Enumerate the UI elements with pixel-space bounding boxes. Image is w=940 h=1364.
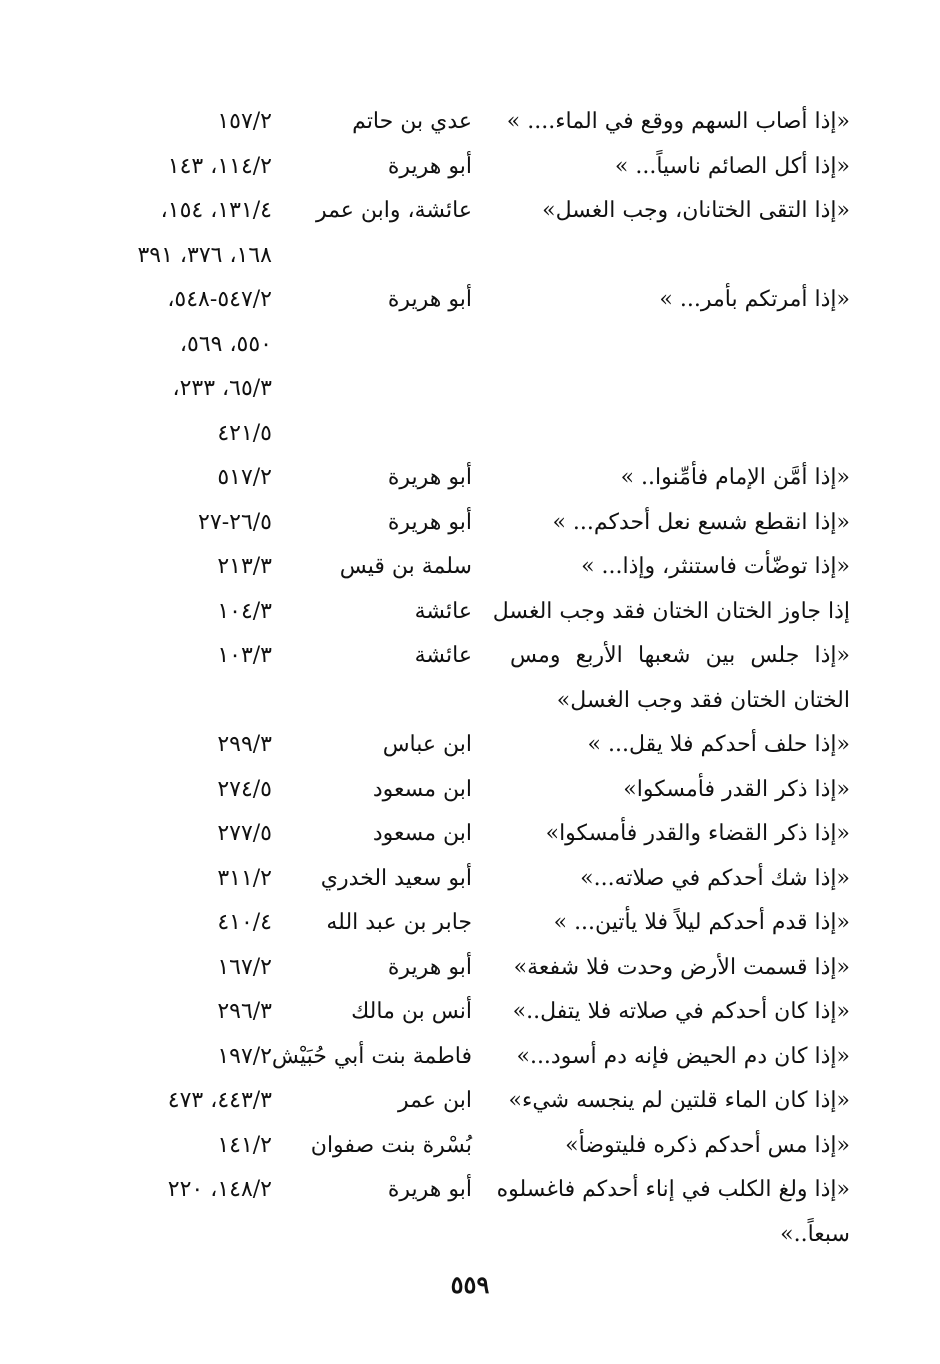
narrator-name: ابن مسعود — [372, 821, 472, 846]
index-entry — [60, 456, 850, 501]
index-entry — [60, 278, 850, 456]
hadith-text-line: «إذا كان أحدكم في صلاته فلا يتفل..» — [512, 999, 850, 1024]
narrator-name: ابن عباس — [382, 732, 472, 757]
reference-line: ١٠٤/٣ — [217, 598, 272, 624]
reference-line: ٥٤٧/٢-٥٤٨، — [167, 287, 272, 312]
reference-line: ٥١٧/٢ — [217, 465, 272, 490]
reference-line: ٤٢١/٥ — [217, 420, 272, 446]
index-entry — [60, 901, 850, 946]
hadith-text-line: «إذا كان الماء قلتين لم ينجسه شيء» — [508, 1088, 850, 1113]
volume-page-refs — [60, 456, 300, 501]
narrator-name: عدي بن حاتم — [352, 109, 472, 134]
volume-page-refs — [60, 901, 300, 946]
narrator-name: جابر بن عبد الله — [326, 910, 472, 935]
volume-page-refs — [60, 1124, 300, 1169]
hadith-text — [506, 100, 850, 145]
hadith-text-line: «إذا ولغ الكلب في إناء أحدكم فاغسلوه — [496, 1177, 850, 1202]
hadith-text — [510, 456, 850, 501]
reference-line: ٢٧٧/٥ — [217, 821, 272, 846]
hadith-text — [510, 634, 850, 723]
reference-line: ١٦٨، ٣٧٦، ٣٩١ — [137, 242, 272, 268]
volume-page-refs — [60, 1168, 300, 1213]
hadith-text — [510, 990, 850, 1035]
reference-line: ٢٧٤/٥ — [217, 776, 272, 802]
hadith-text — [510, 857, 850, 902]
hadith-text-line: «إذا أكل الصائم ناسياً... » — [614, 153, 850, 179]
volume-page-refs — [60, 590, 300, 635]
hadith-text-line: سبعاً..» — [780, 1221, 850, 1247]
volume-page-refs — [60, 990, 300, 1035]
hadith-index-table — [60, 100, 850, 1257]
index-entry — [60, 990, 850, 1035]
hadith-text — [510, 1035, 850, 1080]
volume-page-refs — [60, 857, 300, 902]
reference-line: ١٤١/٢ — [217, 1132, 272, 1158]
hadith-text-line: إذا جاوز الختان الختان فقد وجب الغسل — [492, 598, 850, 624]
hadith-text — [510, 768, 850, 813]
index-entry — [60, 1079, 850, 1124]
index-entry — [60, 1168, 850, 1257]
hadith-text-line: «إذا ذكر القدر فأمسكوا» — [623, 776, 850, 802]
reference-line: ٢٦/٥-٢٧ — [198, 509, 272, 535]
narrator-name: أبو هريرة — [387, 153, 472, 179]
volume-page-refs — [60, 946, 300, 991]
hadith-text — [510, 501, 850, 546]
index-entry — [60, 545, 850, 590]
volume-page-refs — [60, 1079, 300, 1124]
narrator-name: أبو هريرة — [387, 287, 472, 312]
hadith-text — [510, 189, 850, 234]
reference-line: ٦٥/٣، ٢٣٣، — [172, 376, 272, 401]
reference-line: ١٠٣/٣ — [217, 643, 272, 668]
hadith-text-line: «إذا جلس بين شعبها الأربع ومس — [510, 643, 850, 668]
index-entry — [60, 1035, 850, 1080]
reference-line: ١١٤/٢، ١٤٣ — [167, 153, 272, 179]
volume-page-refs — [60, 145, 300, 190]
hadith-text-line: «إذا مس أحدكم ذكره فليتوضأ» — [565, 1132, 850, 1158]
reference-line: ٤١٠/٤ — [217, 910, 272, 935]
reference-line: ١٩٧/٢ — [217, 1043, 272, 1069]
narrator-name: أبو سعيد الخدري — [320, 865, 472, 891]
reference-line: ٢٩٦/٣ — [217, 999, 272, 1024]
hadith-text-line: «إذا أمرتكم بأمر... » — [659, 287, 850, 312]
hadith-text-line: «إذا قسمت الأرض وحدت فلا شفعة» — [513, 954, 850, 980]
volume-page-refs — [60, 501, 300, 546]
narrator-name: بُسْرة بنت صفوان — [310, 1132, 472, 1158]
volume-page-refs — [60, 723, 300, 768]
volume-page-refs — [60, 768, 300, 813]
hadith-text — [510, 946, 850, 991]
hadith-text — [510, 278, 850, 323]
volume-page-refs — [60, 100, 300, 145]
reference-line: ٢١٣/٣ — [217, 554, 272, 579]
hadith-text — [510, 901, 850, 946]
narrator-name: أبو هريرة — [387, 1177, 472, 1202]
hadith-text — [510, 145, 850, 190]
volume-page-refs — [60, 1035, 300, 1080]
hadith-text-line: «إذا توضّأت فاستنثر، وإذا... » — [581, 554, 850, 579]
volume-page-refs — [60, 545, 300, 590]
index-entry — [60, 723, 850, 768]
index-entry — [60, 590, 850, 635]
volume-page-refs — [60, 189, 300, 278]
reference-line: ١٣١/٤، ١٥٤، — [160, 198, 272, 223]
index-entry — [60, 857, 850, 902]
hadith-text — [510, 723, 850, 768]
narrator-name: عائشة، وابن عمر — [315, 198, 472, 223]
hadith-text-line: «إذا شك أحدكم في صلاته...» — [580, 865, 850, 891]
narrator-name: عائشة — [414, 598, 472, 624]
narrator-name: فاطمة بنت أبي حُبَيْش — [271, 1043, 472, 1069]
index-entry — [60, 100, 850, 145]
narrator-name: أبو هريرة — [387, 954, 472, 980]
index-entry — [60, 946, 850, 991]
index-entry — [60, 145, 850, 190]
index-entry — [60, 768, 850, 813]
hadith-text-line: «إذا قدم أحدكم ليلاً فلا يأتين... » — [553, 910, 850, 935]
narrator-name: ابن مسعود — [372, 776, 472, 802]
hadith-text — [510, 812, 850, 857]
page-number: ٥٥٩ — [450, 1270, 490, 1299]
volume-page-refs — [60, 812, 300, 857]
hadith-text-line: «إذا حلف أحدكم فلا يقل... » — [587, 732, 850, 757]
hadith-text-line: «إذا انقطع شسع نعل أحدكم... » — [552, 509, 850, 535]
index-entry — [60, 812, 850, 857]
hadith-text — [510, 545, 850, 590]
narrator-name: عائشة — [414, 643, 472, 668]
reference-line: ٢٩٩/٣ — [217, 732, 272, 757]
reference-line: ١٦٧/٢ — [217, 954, 272, 980]
hadith-text — [510, 1124, 850, 1169]
narrator-name: أبو هريرة — [387, 509, 472, 535]
hadith-text-line: «إذا أصاب السهم ووقع في الماء.... » — [506, 109, 850, 134]
volume-page-refs — [60, 278, 300, 456]
reference-line: ١٤٨/٢، ٢٢٠ — [167, 1177, 272, 1202]
hadith-text-line: الختان الختان فقد وجب الغسل» — [556, 687, 850, 713]
narrator-name: سلمة بن قيس — [339, 554, 472, 579]
hadith-text-line: «إذا كان دم الحيض فإنه دم أسود...» — [516, 1043, 850, 1069]
narrator-name: أبو هريرة — [387, 465, 472, 490]
hadith-text-line: «إذا التقى الختانان، وجب الغسل» — [542, 198, 850, 223]
hadith-text — [496, 1168, 850, 1257]
narrator-name: ابن عمر — [398, 1088, 472, 1113]
index-entry — [60, 189, 850, 278]
hadith-text-line: «إذا ذكر القضاء والقدر فأمسكوا» — [545, 821, 850, 846]
index-entry — [60, 501, 850, 546]
reference-line: ٤٤٣/٣، ٤٧٣ — [167, 1088, 272, 1113]
reference-line: ١٥٧/٢ — [217, 109, 272, 134]
reference-line: ٥٥٠، ٥٦٩، — [179, 331, 272, 357]
index-entry — [60, 634, 850, 723]
hadith-text — [510, 1079, 850, 1124]
narrator-name: أنس بن مالك — [351, 999, 472, 1024]
reference-line: ٣١١/٢ — [217, 865, 272, 891]
volume-page-refs — [60, 634, 300, 679]
index-entry — [60, 1124, 850, 1169]
hadith-text — [492, 590, 850, 635]
hadith-text-line: «إذا أمَّن الإمام فأمِّنوا.. » — [620, 465, 850, 490]
